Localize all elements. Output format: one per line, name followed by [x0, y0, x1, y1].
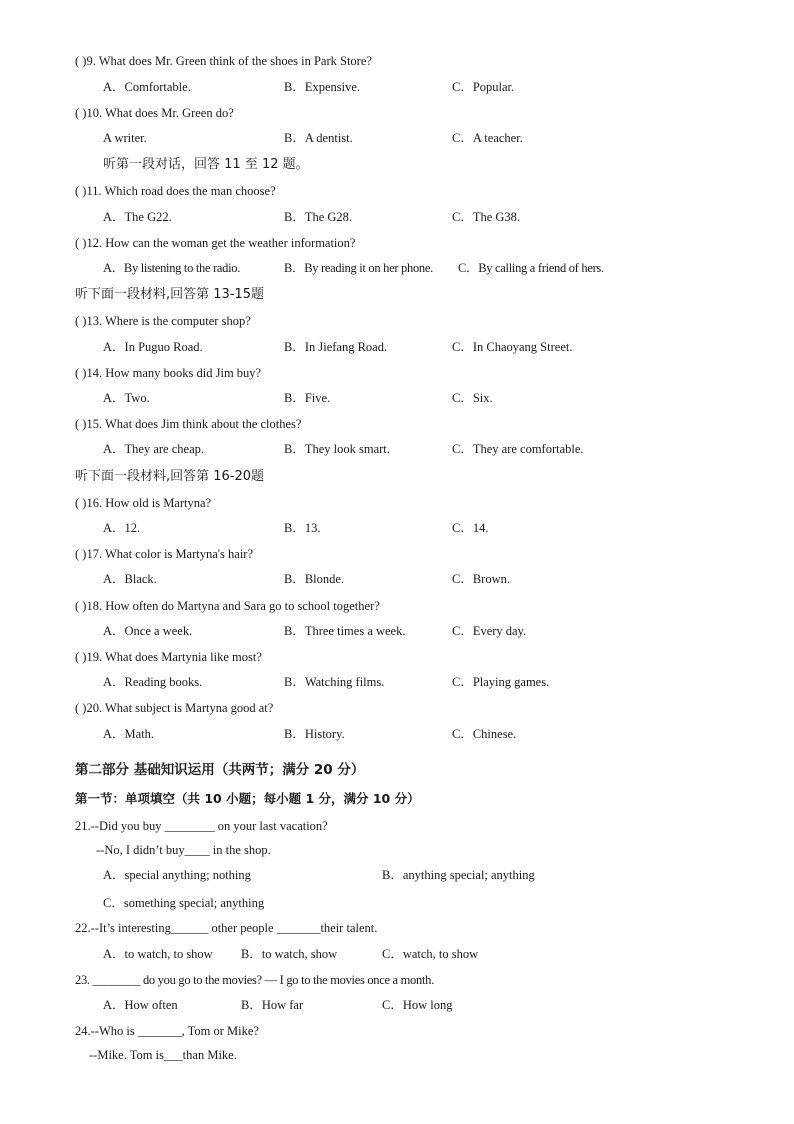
- question-21-option-b: B．anything special; anything: [382, 868, 535, 882]
- question-9-stem: ( )9. What does Mr. Green think of the shoes in Park Store?: [75, 54, 372, 68]
- question-13-option-c: C．In Chaoyang Street.: [452, 340, 573, 354]
- question-15-option-b: B．They look smart.: [284, 442, 390, 456]
- question-10-option-a: A writer.: [103, 131, 147, 145]
- question-20-option-c: C．Chinese.: [452, 727, 517, 741]
- question-18-option-c: C．Every day.: [452, 624, 527, 638]
- question-19-option-c: C．Playing games.: [452, 675, 550, 689]
- question-15-option-a: A．They are cheap.: [103, 442, 204, 456]
- question-9-option-a: A．Comfortable.: [103, 80, 191, 94]
- question-21-line-1: 21.--Did you buy ________ on your last vacation?: [75, 819, 328, 833]
- question-14-option-a: A．Two.: [103, 391, 150, 405]
- question-20-option-b: B．History.: [284, 727, 345, 741]
- question-18-stem: ( )18. How often do Martyna and Sara go to school together?: [75, 599, 380, 613]
- listening-section-heading-11-12: 听第一段对话，回答 11 至 12 题。: [103, 157, 309, 172]
- question-22-option-b: B．to watch, show: [241, 947, 338, 961]
- part-two-heading: 第二部分 基础知识运用（共两节；满分 20 分）: [75, 762, 365, 778]
- question-24-line-1: 24.--Who is _______, Tom or Mike?: [75, 1024, 259, 1038]
- question-17-option-b: B．Blonde.: [284, 572, 345, 586]
- question-16-option-a: A．12.: [103, 521, 141, 535]
- question-20-option-a: A．Math.: [103, 727, 155, 741]
- question-9-option-b: B．Expensive.: [284, 80, 361, 94]
- question-23-option-b: B．How far: [241, 998, 304, 1012]
- question-16-stem: ( )16. How old is Martyna?: [75, 496, 212, 510]
- question-13-stem: ( )13. Where is the computer shop?: [75, 314, 251, 328]
- part-two-section-one-heading: 第一节：单项填空（共 10 小题；每小题 1 分，满分 10 分）: [75, 791, 420, 806]
- question-12-option-b: B．By reading it on her phone.: [284, 261, 433, 275]
- question-16-option-b: B．13.: [284, 521, 321, 535]
- question-22-option-c: C．watch, to show: [382, 947, 479, 961]
- question-14-stem: ( )14. How many books did Jim buy?: [75, 366, 262, 380]
- listening-section-heading-16-20: 听下面一段材料,回答第 16-20题: [75, 469, 265, 484]
- question-19-stem: ( )19. What does Martynia like most?: [75, 650, 262, 664]
- question-17-option-c: C．Brown.: [452, 572, 510, 586]
- question-14-option-c: C．Six.: [452, 391, 493, 405]
- question-12-option-c: C．By calling a friend of hers.: [458, 261, 604, 275]
- question-15-stem: ( )15. What does Jim think about the clothes?: [75, 417, 302, 431]
- question-12-option-a: A．By listening to the radio.: [103, 261, 241, 275]
- question-11-option-a: A．The G22.: [103, 210, 172, 224]
- question-23-option-c: C．How long: [382, 998, 453, 1012]
- question-19-option-a: A．Reading books.: [103, 675, 203, 689]
- question-11-option-c: C．The G38.: [452, 210, 521, 224]
- question-19-option-b: B．Watching films.: [284, 675, 385, 689]
- question-9-option-c: C．Popular.: [452, 80, 515, 94]
- question-21-option-a: A．special anything; nothing: [103, 868, 251, 882]
- question-13-option-a: A．In Puguo Road.: [103, 340, 203, 354]
- question-22-option-a: A．to watch, to show: [103, 947, 213, 961]
- question-17-option-a: A．Black.: [103, 572, 157, 586]
- question-10-option-b: B．A dentist.: [284, 131, 353, 145]
- question-21-option-c: C．something special; anything: [103, 896, 265, 910]
- question-14-option-b: B．Five.: [284, 391, 331, 405]
- question-16-option-c: C．14.: [452, 521, 489, 535]
- question-12-stem: ( )12. How can the woman get the weather information?: [75, 236, 356, 250]
- question-18-option-b: B．Three times a week.: [284, 624, 406, 638]
- question-17-stem: ( )17. What color is Martyna's hair?: [75, 547, 254, 561]
- question-11-stem: ( )11. Which road does the man choose?: [75, 184, 276, 198]
- question-15-option-c: C．They are comfortable.: [452, 442, 584, 456]
- question-20-stem: ( )20. What subject is Martyna good at?: [75, 701, 274, 715]
- question-10-option-c: C．A teacher.: [452, 131, 523, 145]
- listening-section-heading-13-15: 听下面一段材料,回答第 13-15题: [75, 287, 265, 302]
- question-21-line-2: --No, I didn’t buy____ in the shop.: [96, 843, 271, 857]
- question-24-line-2: --Mike. Tom is___than Mike.: [89, 1048, 237, 1062]
- question-10-stem: ( )10. What does Mr. Green do?: [75, 106, 234, 120]
- question-23-option-a: A．How often: [103, 998, 178, 1012]
- question-22-line-1: 22.--It’s interesting______ other people _______their talent.: [75, 921, 378, 935]
- question-23-line-1: 23. ________ do you go to the movies? — I go to the movies once a month.: [75, 973, 434, 987]
- question-11-option-b: B．The G28.: [284, 210, 353, 224]
- question-18-option-a: A．Once a week.: [103, 624, 193, 638]
- question-13-option-b: B．In Jiefang Road.: [284, 340, 388, 354]
